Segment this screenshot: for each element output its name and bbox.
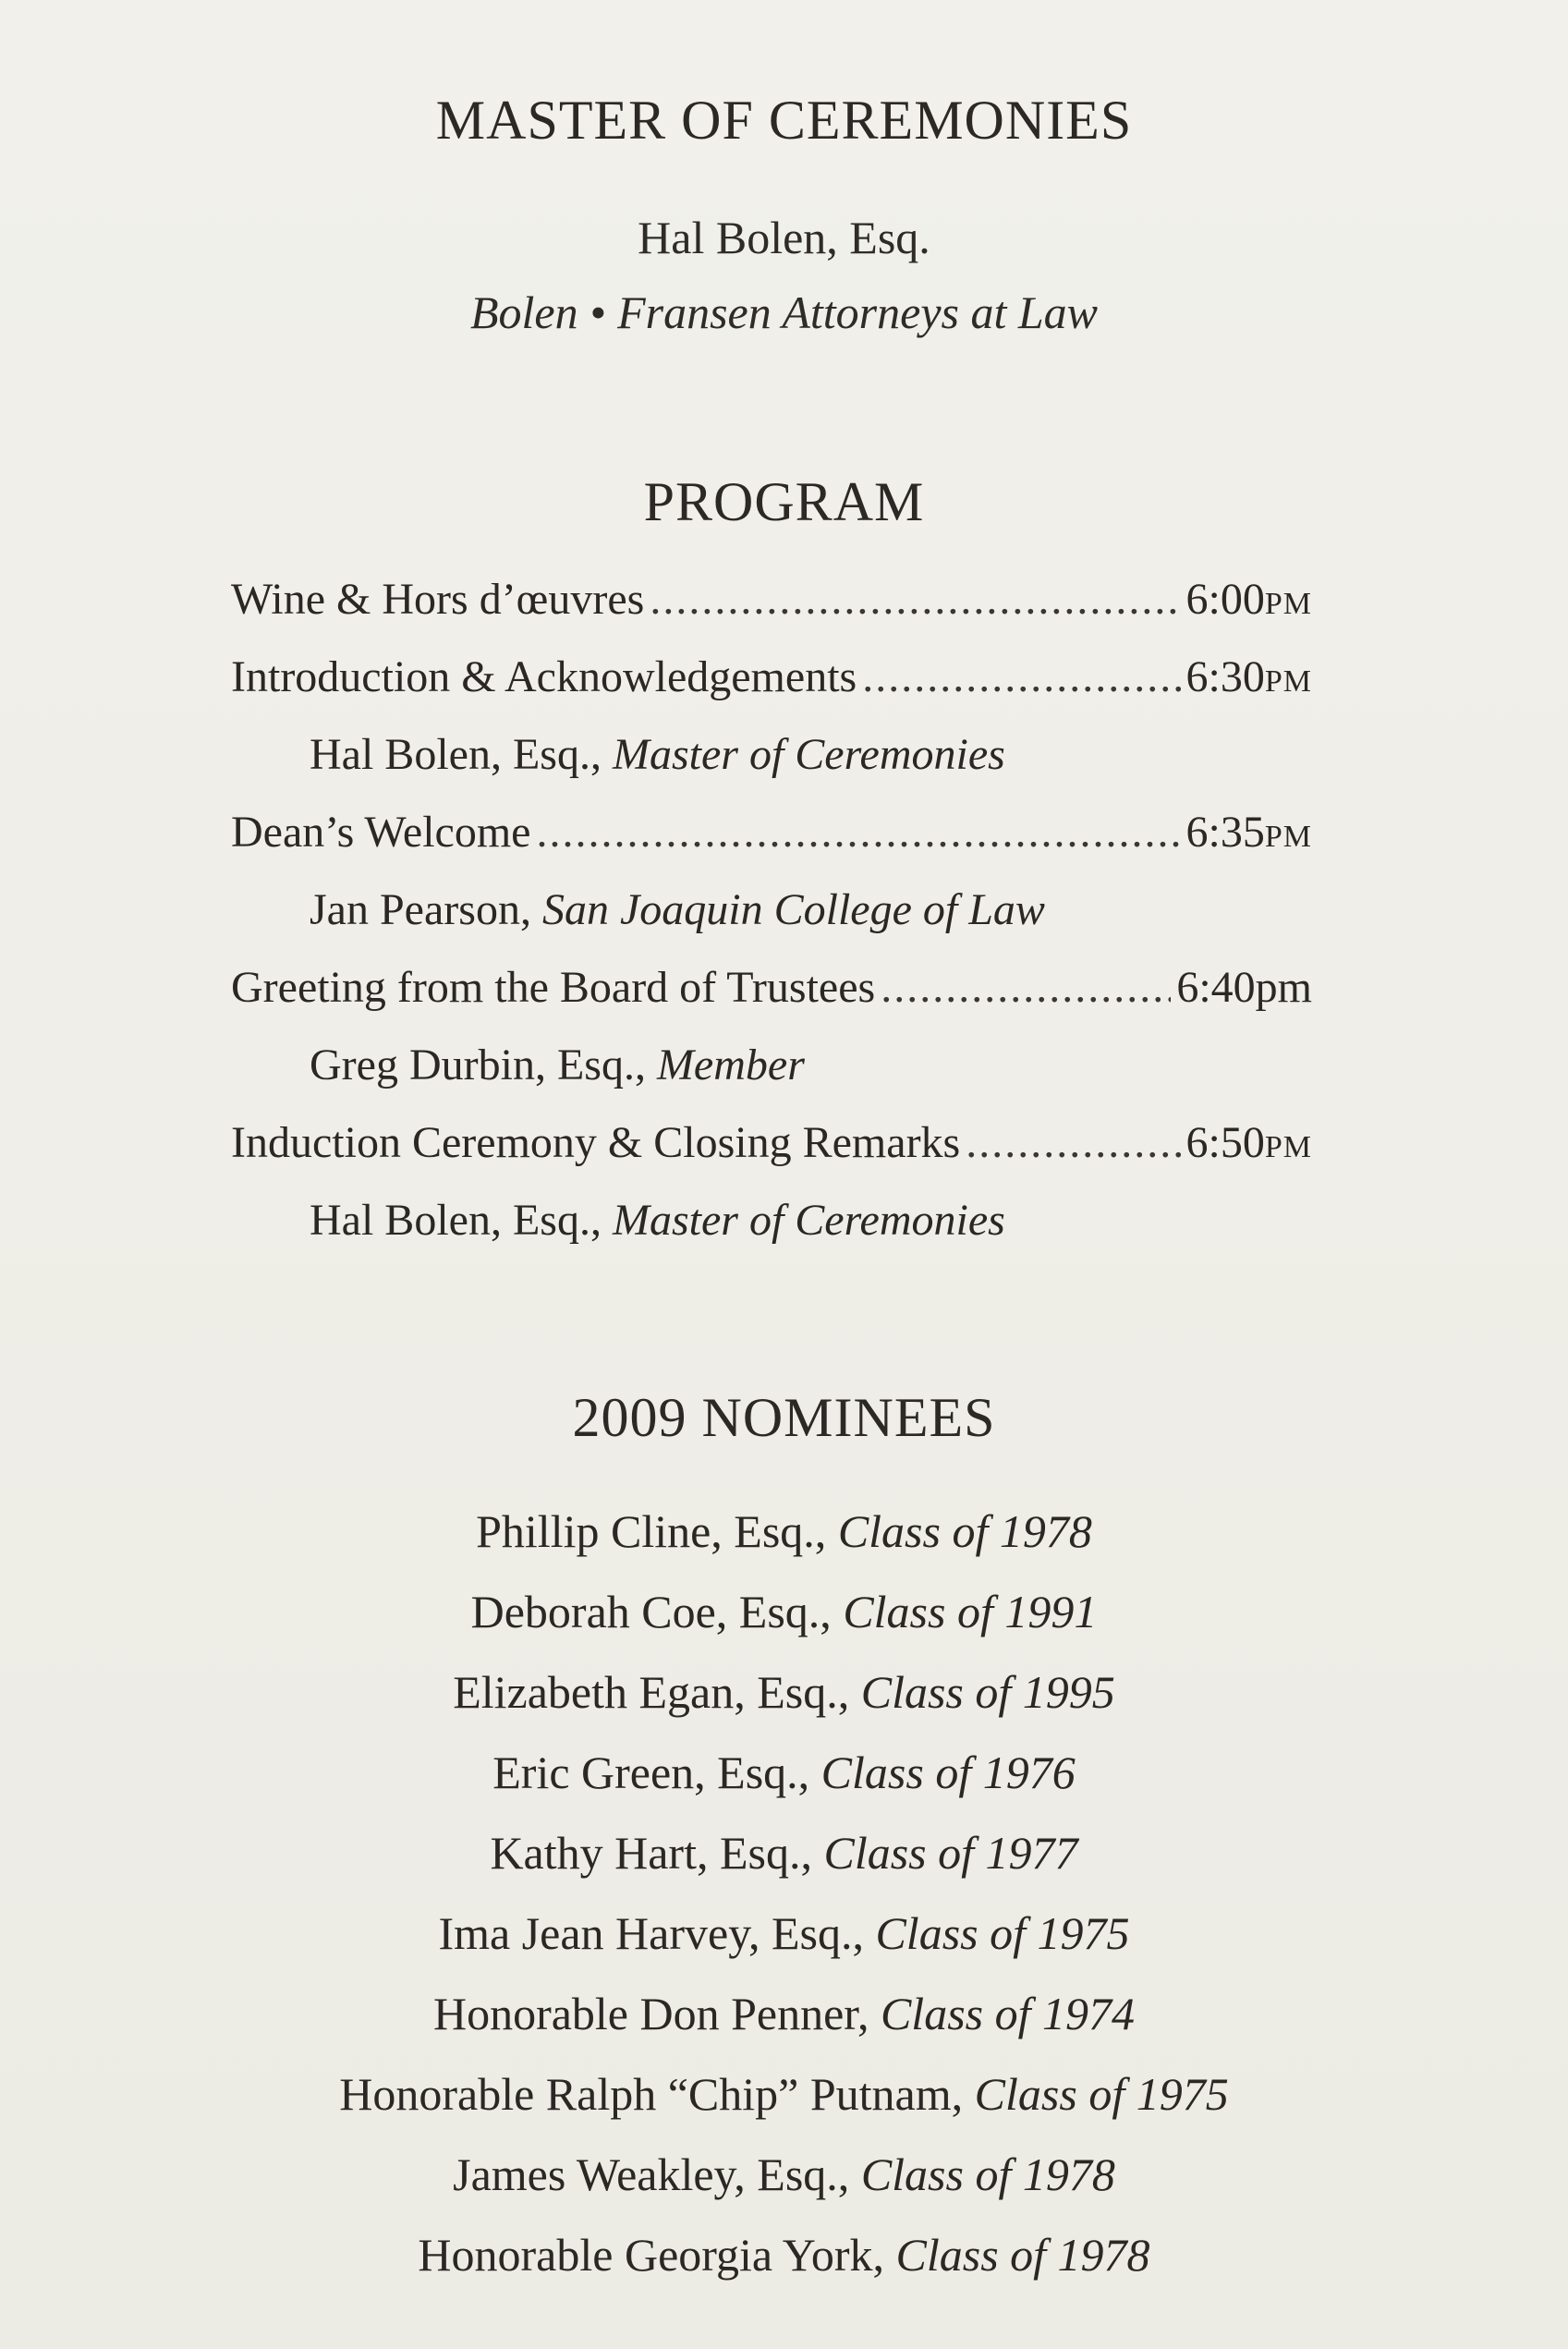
nominee-class: Class of 1976 bbox=[820, 1747, 1076, 1798]
nominee-item bbox=[0, 1990, 1568, 2071]
program-item-time: 6:00PM bbox=[1185, 575, 1312, 624]
nominee-class: Class of 1978 bbox=[860, 2148, 1115, 2200]
nominee-name: Ima Jean Harvey, Esq., bbox=[438, 1907, 864, 1959]
program-schedule bbox=[231, 575, 1312, 1276]
nominee-item bbox=[0, 1749, 1568, 1830]
nominee-name: Phillip Cline, Esq., bbox=[476, 1505, 827, 1557]
nominee-item bbox=[0, 2229, 1568, 2312]
nominee-class: Class of 1975 bbox=[875, 1907, 1130, 1959]
program-item bbox=[231, 810, 1312, 888]
nominee-name: Deborah Coe, Esq., bbox=[470, 1586, 832, 1637]
dot-leader bbox=[650, 578, 1180, 622]
dot-leader bbox=[881, 966, 1171, 1010]
presenter-name: Greg Durbin, Esq., bbox=[310, 1041, 646, 1089]
presenter-role: Master of Ceremonies bbox=[612, 1196, 1005, 1245]
program-item-time: 6:35PM bbox=[1185, 808, 1312, 857]
dot-leader bbox=[862, 655, 1180, 700]
nominee-item bbox=[0, 1666, 1568, 1749]
time-suffix: PM bbox=[1264, 820, 1312, 854]
program-item bbox=[231, 652, 1312, 733]
program-item-title: Wine & Hors d’œuvres bbox=[231, 575, 645, 624]
program-item-title: Introduction & Acknowledgements bbox=[231, 652, 857, 701]
presenter-role: Master of Ceremonies bbox=[612, 730, 1005, 779]
nominee-class: Class of 1991 bbox=[843, 1586, 1098, 1637]
nominee-class: Class of 1978 bbox=[837, 1505, 1092, 1557]
program-item-presenter bbox=[231, 1043, 1312, 1121]
nominee-item bbox=[0, 2148, 1568, 2232]
nominees-heading: 2009 NOMINEES bbox=[572, 1387, 996, 1448]
presenter-role: Member bbox=[656, 1041, 805, 1089]
program-item-title: Induction Ceremony & Closing Remarks bbox=[231, 1118, 961, 1167]
program-item-time: 6:40pm bbox=[1176, 963, 1312, 1012]
nominee-class: Class of 1975 bbox=[974, 2068, 1229, 2120]
nominee-name: Honorable Don Penner, bbox=[432, 1988, 869, 2039]
program-item-presenter bbox=[231, 1196, 1312, 1276]
nominee-name: Honorable Ralph “Chip” Putnam, bbox=[339, 2068, 964, 2120]
time-suffix: PM bbox=[1264, 587, 1312, 621]
program-item bbox=[231, 575, 1312, 655]
presenter-name: Jan Pearson, bbox=[310, 885, 531, 934]
presenter-role: San Joaquin College of Law bbox=[541, 885, 1045, 934]
presenter-name: Hal Bolen, Esq., bbox=[310, 730, 602, 779]
nominee-class: Class of 1978 bbox=[895, 2229, 1150, 2281]
program-item bbox=[231, 963, 1312, 1043]
nominee-item bbox=[0, 1827, 1568, 1910]
time-suffix: PM bbox=[1264, 664, 1312, 699]
nominee-name: James Weakley, Esq., bbox=[453, 2148, 850, 2200]
program-item-presenter bbox=[231, 885, 1312, 966]
nominee-item bbox=[0, 1588, 1568, 1669]
dot-leader bbox=[966, 1121, 1180, 1165]
nominee-name: Eric Green, Esq., bbox=[492, 1747, 810, 1798]
dot-leader bbox=[536, 810, 1180, 855]
program-item-presenter bbox=[231, 730, 1312, 810]
program-item-time: 6:30PM bbox=[1185, 652, 1312, 701]
program-item-title: Dean’s Welcome bbox=[231, 808, 531, 857]
nominee-name: Honorable Georgia York, bbox=[418, 2229, 884, 2281]
program-item-time: 6:50PM bbox=[1185, 1118, 1312, 1167]
nominee-item bbox=[0, 1907, 1568, 1990]
nominee-class: Class of 1977 bbox=[823, 1827, 1078, 1879]
master-of-ceremonies-name: Hal Bolen, Esq. bbox=[638, 212, 930, 263]
nominee-name: Elizabeth Egan, Esq., bbox=[453, 1666, 850, 1718]
master-of-ceremonies-firm: Bolen • Fransen Attorneys at Law bbox=[469, 286, 1099, 338]
program-item-title: Greeting from the Board of Trustees bbox=[231, 963, 876, 1012]
presenter-name: Hal Bolen, Esq., bbox=[310, 1196, 602, 1245]
program-heading: PROGRAM bbox=[643, 471, 925, 532]
nominee-class: Class of 1995 bbox=[860, 1666, 1115, 1718]
program-item bbox=[231, 1118, 1312, 1199]
master-of-ceremonies-heading: MASTER OF CEREMONIES bbox=[435, 90, 1133, 151]
nominee-name: Kathy Hart, Esq., bbox=[490, 1827, 812, 1879]
nominee-item bbox=[0, 1505, 1568, 1588]
nominee-class: Class of 1974 bbox=[880, 1988, 1136, 2039]
nominee-list bbox=[0, 1505, 1568, 2312]
time-suffix: PM bbox=[1264, 1130, 1312, 1164]
nominee-item bbox=[0, 2068, 1568, 2151]
